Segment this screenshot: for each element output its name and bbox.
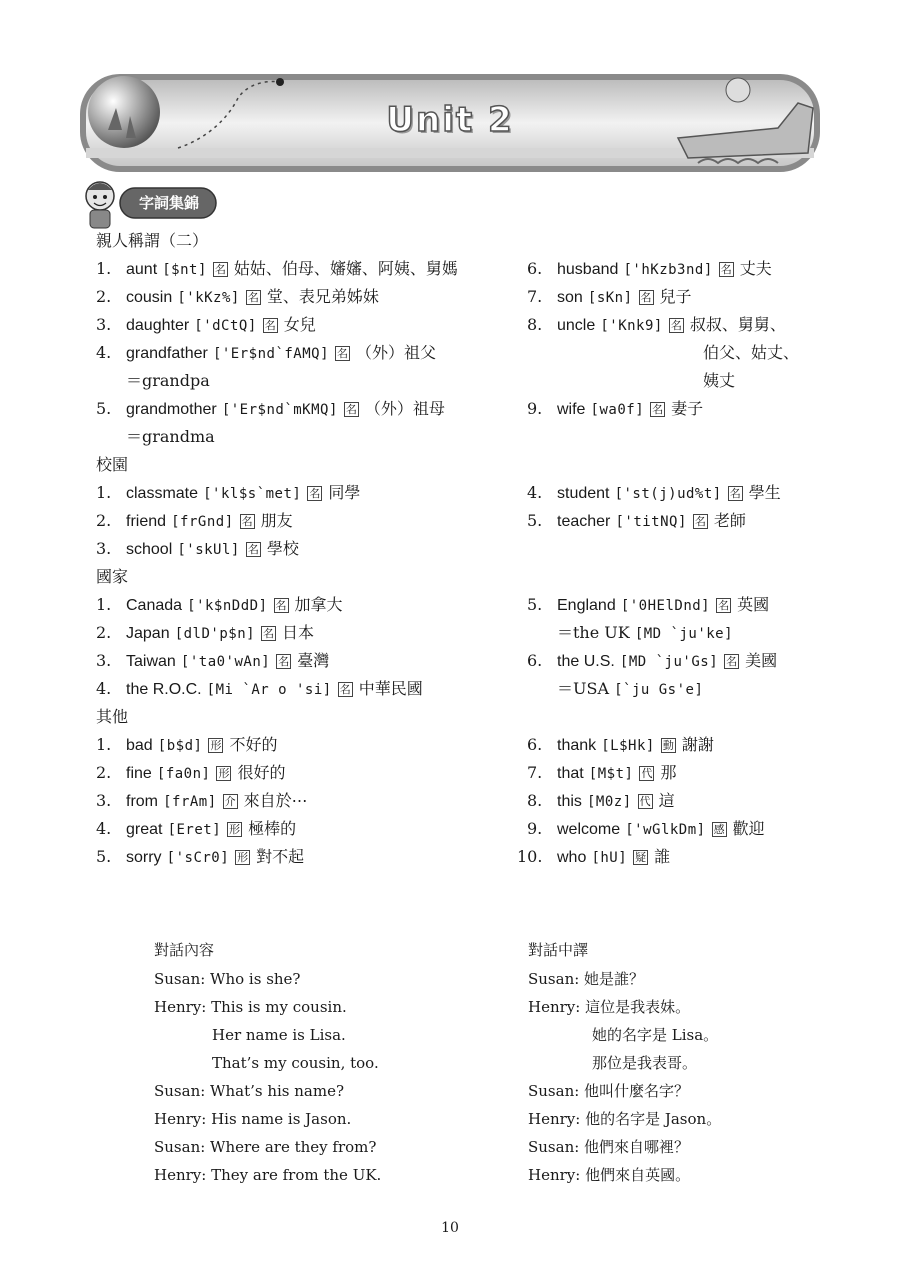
list-item-note: ＝the UK [MD `ju'ke] (557, 623, 734, 642)
list-item: 8. this [M0z] 代 這 (527, 791, 675, 810)
dialogue-en-line: Susan: Who is she? (154, 970, 301, 988)
dialogue-en-line: Henry: This is my cousin. (154, 998, 347, 1016)
dialogue-en-line: Henry: They are from the UK. (154, 1166, 382, 1184)
list-item-meaning-cont: 伯父、姑丈、 (703, 343, 800, 362)
list-item: 2. fine [fa0n] 形 很好的 (96, 763, 286, 782)
list-item: 4. the R.O.C. [Mi `Ar o 'si] 名 中華民國 (96, 679, 423, 698)
section-title-country: 國家 (96, 567, 129, 586)
dialogue-en-line: That’s my cousin, too. (212, 1054, 379, 1072)
list-item: 7. that [M$t] 代 那 (527, 763, 677, 782)
list-item: 4. student ['st(j)ud%t] 名 學生 (527, 483, 781, 502)
list-item: 6. husband ['hKzb3nd] 名 丈夫 (527, 259, 772, 278)
list-item: 5. teacher ['titNQ] 名 老師 (527, 511, 746, 530)
list-item: 5. grandmother ['Er$nd`mKMQ] 名 （外）祖母 (96, 399, 445, 418)
list-item-note: ＝USA [`ju Gs'e] (557, 679, 704, 698)
section-title-family: 親人稱謂（二） (96, 231, 209, 250)
list-item: 1. bad [b$d] 形 不好的 (96, 735, 278, 754)
list-item-note: ＝grandma (126, 427, 215, 446)
dialogue-zh-line: Henry: 他們來自英國。 (528, 1166, 691, 1184)
list-item: 7. son [sKn] 名 兒子 (527, 287, 692, 306)
dialogue-en-line: Henry: His name is Jason. (154, 1110, 352, 1128)
list-item: 3. school ['skUl] 名 學校 (96, 539, 299, 558)
list-item: 9. wife [wa0f] 名 妻子 (527, 399, 704, 418)
dialogue-zh-heading: 對話中譯 (528, 941, 589, 959)
list-item: 3. daughter ['dCtQ] 名 女兒 (96, 315, 316, 334)
dialogue-zh-line: Susan: 他們來自哪裡？ (528, 1138, 690, 1156)
list-item: 2. cousin ['kKz%] 名 堂、表兄弟姊妹 (96, 287, 379, 306)
dialogue-en-line: Susan: Where are they from? (154, 1138, 377, 1156)
list-item: 2. Japan [dlD'p$n] 名 日本 (96, 623, 315, 642)
list-item: 9. welcome ['wGlkDm] 感 歡迎 (527, 819, 765, 838)
unit-title: Unit 2 (386, 100, 514, 140)
list-item-note: ＝grandpa (126, 371, 210, 390)
list-item: 6. the U.S. [MD `ju'Gs] 名 美國 (527, 651, 778, 670)
list-item: 1. aunt [$nt] 名 姑姑、伯母、嬸嬸、阿姨、舅媽 (96, 259, 458, 278)
list-item: 6. thank [L$Hk] 動 謝謝 (527, 735, 714, 754)
list-item: 3. from [frAm] 介 來自於⋯ (96, 791, 308, 810)
dialogue-zh-line: 那位是我表哥。 (592, 1054, 698, 1072)
dialogue-zh-line: Susan: 他叫什麼名字？ (528, 1082, 690, 1100)
list-item: 4. great [Eret] 形 極棒的 (96, 819, 297, 838)
badge-label: 字詞集錦 (138, 194, 199, 212)
list-item: 4. grandfather ['Er$nd`fAMQ] 名 （外）祖父 (96, 343, 437, 362)
list-item: 2. friend [frGnd] 名 朋友 (96, 511, 293, 530)
dialogue-zh-line: Henry: 這位是我表妹。 (528, 998, 691, 1016)
dialogue-en-line: Susan: What’s his name? (154, 1082, 345, 1100)
list-item: 5. sorry ['sCr0] 形 對不起 (96, 847, 305, 866)
page-number: 10 (441, 1220, 459, 1236)
list-item: 1. classmate ['kl$s`met] 名 同學 (96, 483, 361, 502)
list-item-meaning-cont: 姨丈 (703, 371, 736, 390)
dialogue-en-line: Her name is Lisa. (212, 1026, 346, 1044)
section-title-other: 其他 (96, 707, 129, 726)
list-item: 8. uncle ['Knk9] 名 叔叔、舅舅、 (527, 315, 786, 334)
dialogue-en-heading: 對話內容 (154, 941, 215, 959)
dialogue-zh-line: 她的名字是 Lisa。 (592, 1026, 719, 1044)
list-item: 5. England ['0HElDnd] 名 英國 (527, 595, 770, 614)
section-title-school: 校園 (96, 455, 129, 474)
list-item: 1. Canada ['k$nDdD] 名 加拿大 (96, 595, 343, 614)
list-item: 3. Taiwan ['ta0'wAn] 名 臺灣 (96, 651, 330, 670)
sailor-icon (726, 78, 750, 102)
dialogue-zh-line: Henry: 他的名字是 Jason。 (528, 1110, 722, 1128)
list-item: 10. who [hU] 疑 誰 (517, 847, 671, 866)
dialogue-zh-line: Susan: 她是誰？ (528, 970, 645, 988)
